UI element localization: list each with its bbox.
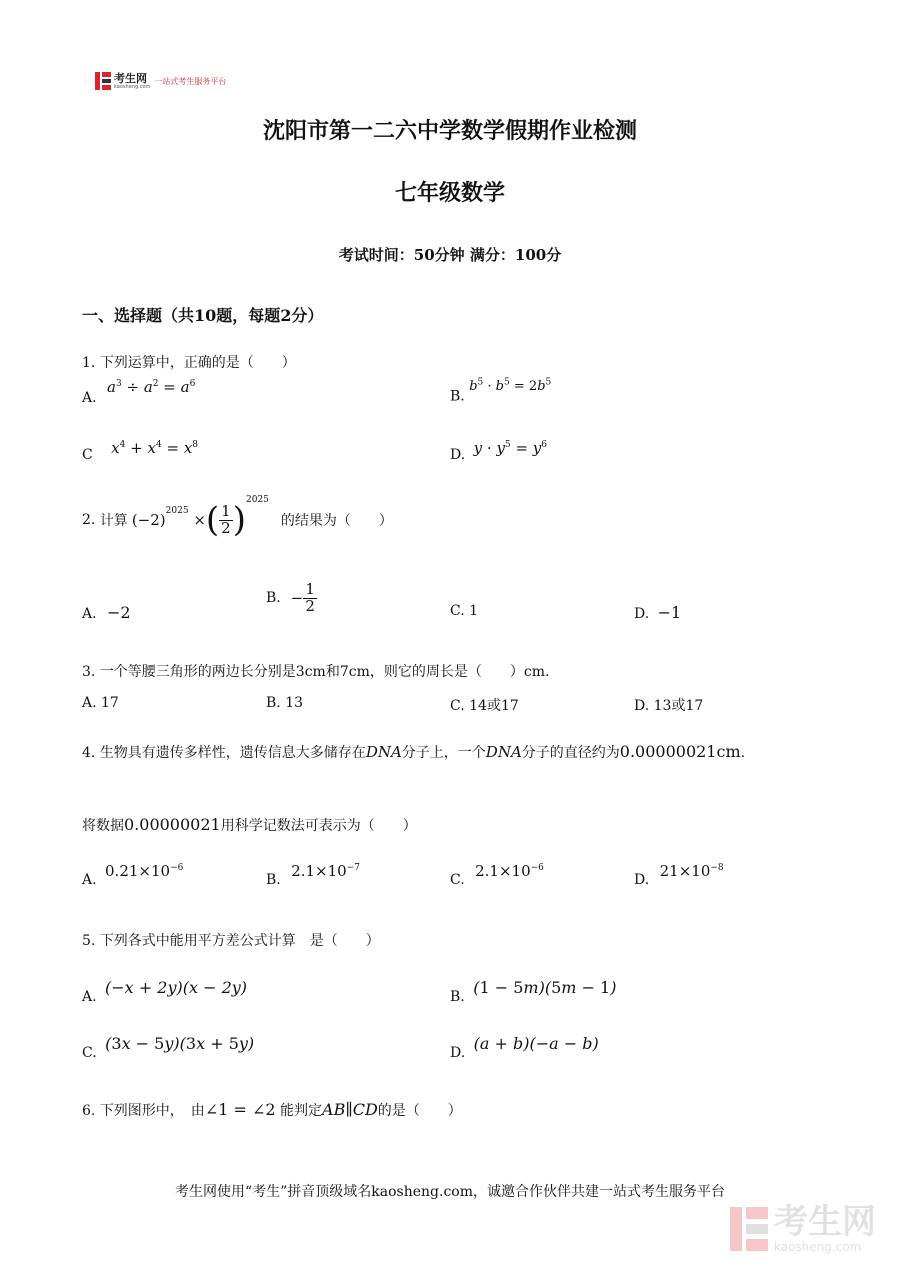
question-3-option-a: A. 17: [82, 695, 119, 711]
question-1-option-b: B. $b^5 \cdot b^5 = 2b^5$: [450, 378, 552, 405]
question-4-option-c: C. $2.1\times 10^{-6}$: [450, 862, 544, 888]
question-5-option-d: D. (a + b)(−a − b): [450, 1034, 599, 1061]
logo-name: 考生网: [114, 71, 147, 85]
watermark-logo: [730, 1202, 876, 1254]
question-1-option-a: A. $a^3 \div a^2 = a^6$: [82, 378, 196, 406]
logo-slogan: 一站式考生服务平台: [154, 76, 227, 86]
logo-domain: kaosheng.com: [114, 83, 151, 90]
question-4-stem: 4. 生物具有遗传多样性，遗传信息大多储存在DNA分子上，一个DNA分子的直径约为0.00000021cm.: [82, 742, 746, 761]
question-5-option-b: B. (1 − 5m)(5m − 1): [450, 978, 617, 1005]
question-1-stem: 1. 下列运算中，正确的是（ ）: [82, 355, 296, 371]
question-3-option-c: C. 14或17: [450, 698, 519, 714]
exam-title: 沈阳市第一二六中学数学假期作业检测: [262, 118, 637, 144]
question-2-option-d: D. −1: [634, 603, 682, 622]
question-2-stem: 2. 计算 $(-2)^{2025}$ × ( $\frac{1}{2}$ ) $^{2025}$ 的结果为（ ）: [82, 495, 393, 540]
exam-info: 考试时间：50分钟 满分：100分: [338, 246, 562, 264]
question-2-option-b: B. − $\frac{1}{2}$: [266, 580, 315, 615]
question-4-option-a: A. $0.21\times 10^{-6}$: [82, 862, 184, 888]
question-1-option-c: C $x^4 + x^4 = x^8$: [82, 439, 199, 463]
question-3-option-d: D. 13或17: [634, 698, 704, 714]
question-6-stem: 6. 下列图形中， 由∠1 = ∠2 能判定AB∥CD的是（ ）: [82, 1100, 462, 1119]
exam-subtitle: 七年级数学: [394, 180, 505, 206]
brand-logo: [95, 72, 226, 90]
page-footer: 考生网使用“考生”拼音顶级域名kaosheng.com，诚邀合作伙伴共建一站式考生服务平台: [174, 1184, 726, 1200]
question-2-option-a: A. −2: [82, 603, 131, 622]
watermark-domain: kaosheng.com: [774, 1240, 862, 1254]
question-4-option-d: D. $21\times 10^{-8}$: [634, 862, 724, 888]
question-3-option-b: B. 13: [266, 695, 304, 711]
question-5-stem: 5. 下列各式中能用平方差公式计算 是（ ）: [82, 933, 380, 949]
question-2-option-c: C. 1: [450, 603, 479, 619]
section-heading: 一、选择题（共10题，每题2分）: [82, 306, 324, 325]
logo-mark-icon: [95, 72, 111, 90]
question-5-option-c: C. (3x − 5y)(3x + 5y): [82, 1034, 255, 1061]
question-3-stem: 3. 一个等腰三角形的两边长分别是3cm和7cm，则它的周长是（ ）cm.: [82, 664, 550, 680]
question-4-option-b: B. $2.1\times 10^{-7}$: [266, 862, 360, 888]
watermark-mark-icon: [730, 1207, 768, 1251]
question-1-option-d: D. $y \cdot y^5 = y^6$: [450, 439, 547, 463]
question-4-stem-line2: 将数据0.00000021用科学记数法可表示为（ ）: [82, 815, 417, 834]
watermark-name: 考生网: [774, 1202, 876, 1242]
question-5-option-a: A. (−x + 2y)(x − 2y): [82, 978, 248, 1005]
